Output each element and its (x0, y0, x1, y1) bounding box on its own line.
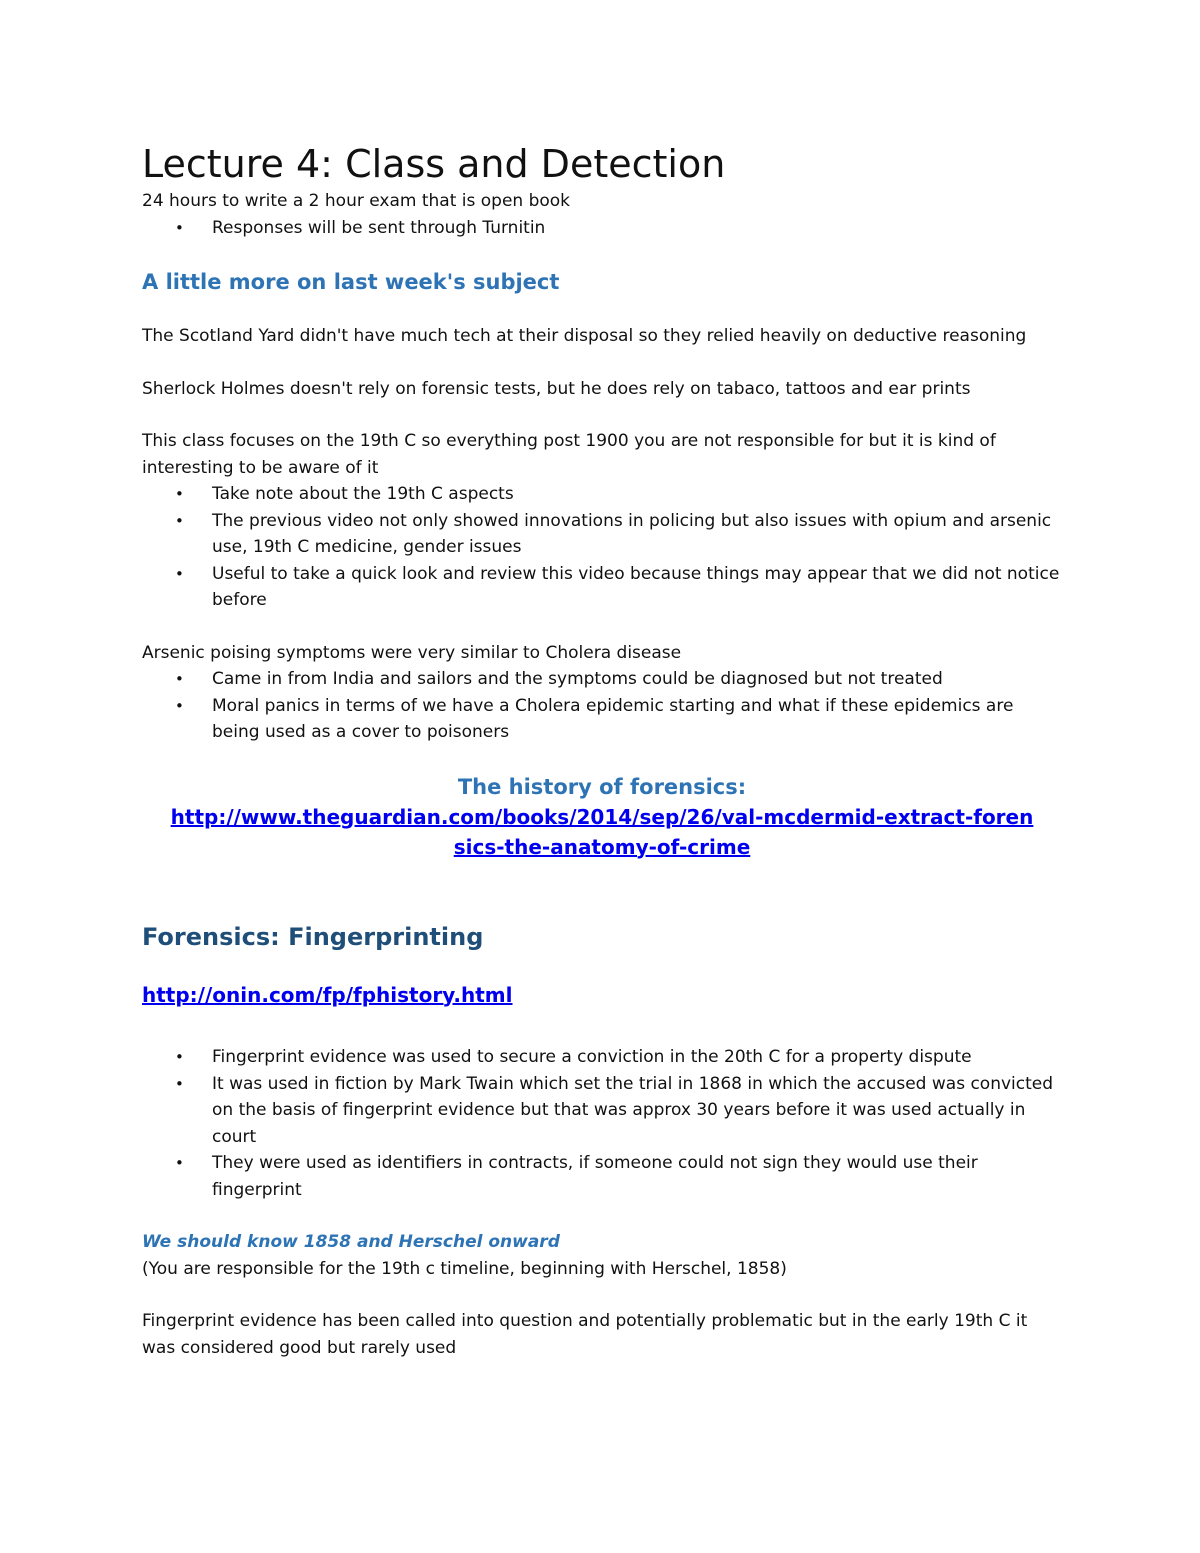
bullet-icon: • (175, 1048, 184, 1066)
bullet-icon: • (175, 696, 184, 715)
paragraph-class-focus: This class focuses on the 19th C so everything post 1900 you are not responsible for but it is kind of interesting to be aware of it (142, 431, 996, 478)
list-item: • Came in from India and sailors and the symptoms could be diagnosed but not treated (142, 666, 1062, 693)
paragraph-fingerprint-evidence: Fingerprint evidence has been called into question and potentially problematic but in the early 19th C it was considered good but rarely used (142, 1311, 1028, 1358)
list-item: • Fingerprint evidence was used to secure a conviction in the 20th C for a property dispute (142, 1044, 1062, 1071)
bullet-icon: • (175, 670, 184, 688)
history-heading: The history of forensics: (457, 774, 747, 799)
paragraph-sherlock: Sherlock Holmes doesn't rely on forensic tests, but he does rely on tabaco, tattoos and ear prints (142, 378, 971, 399)
bullet-icon: • (175, 564, 184, 583)
bullet-icon: • (175, 511, 184, 530)
herschel-subheading: We should know 1858 and Herschel onward (142, 1232, 560, 1252)
list-item: • Moral panics in terms of we have a Cholera epidemic starting and what if these epidemics are being used as a cover to poisoners (142, 693, 1062, 746)
section-heading-last-week: A little more on last week's subject (142, 270, 560, 294)
list-item: • They were used as identifiers in contracts, if someone could not sign they would use their fingerprint (142, 1150, 1062, 1203)
bullet-icon: • (175, 218, 184, 237)
paragraph-scotland-yard: The Scotland Yard didn't have much tech at their disposal so they relied heavily on deductive reasoning (142, 326, 1027, 346)
list-item: • The previous video not only showed innovations in policing but also issues with opium and arsenic use, 19th C medicine, gender issues (142, 508, 1062, 561)
fingerprint-link-block (142, 980, 1062, 1011)
bullet-icon: • (175, 1154, 184, 1172)
history-link-block (142, 802, 1062, 862)
list-item: • Responses will be sent through Turnitin (142, 215, 1062, 242)
onin-link[interactable]: http://onin.com/fp/fphistory.html (142, 982, 513, 1007)
list-item: • Useful to take a quick look and review this video because things may appear that we did not notice before (142, 561, 1062, 614)
document-page (142, 140, 1062, 1361)
fingerprint-list (142, 1044, 1062, 1203)
intro-text: 24 hours to write a 2 hour exam that is open book (142, 191, 571, 211)
fingerprinting-heading: Forensics: Fingerprinting (142, 922, 484, 951)
bullet-icon: • (175, 485, 184, 503)
timeline-note: (You are responsible for the 19th c timeline, beginning with Herschel, 1858) (142, 1258, 787, 1279)
list-item: • It was used in fiction by Mark Twain which set the trial in 1868 in which the accused was convicted on the basis of fingerprint evidence but that was approx 30 years before it was used actually in court (142, 1071, 1062, 1151)
arsenic-list (142, 666, 1062, 746)
list-item: • Take note about the 19th C aspects (142, 481, 1062, 508)
class-focus-list (142, 481, 1062, 614)
page-title: Lecture 4: Class and Detection (142, 142, 726, 186)
bullet-icon: • (175, 1074, 184, 1093)
paragraph-arsenic: Arsenic poising symptoms were very similar to Cholera disease (142, 642, 682, 663)
intro-list (142, 215, 1062, 242)
guardian-link[interactable]: http://www.theguardian.com/books/2014/sep/26/val-mcdermid-extract-forensics-the-anatomy-of-crime (170, 804, 1034, 859)
